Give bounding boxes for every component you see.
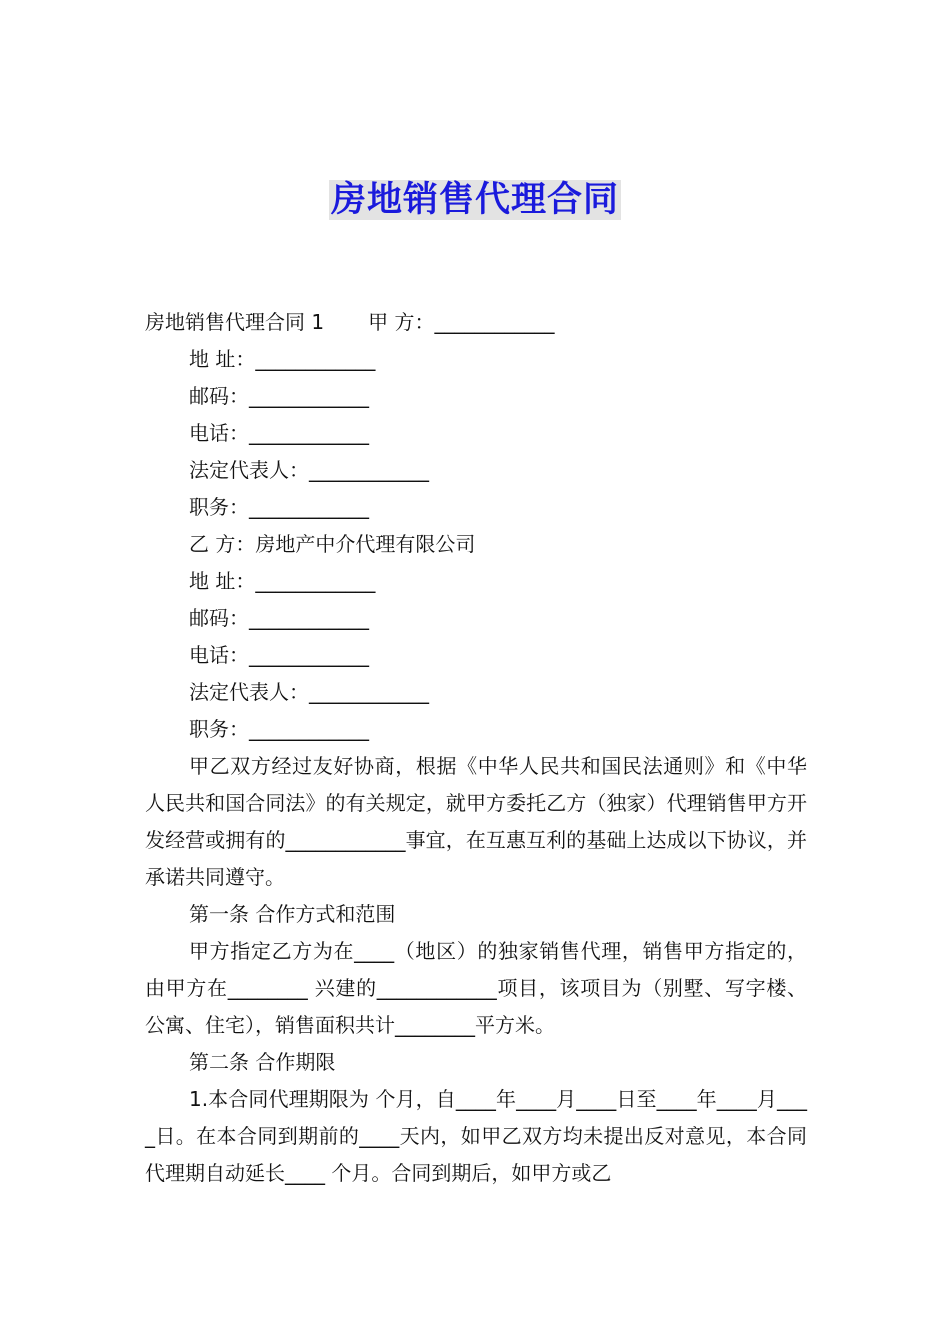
article-1-heading: 第一条 合作方式和范围: [189, 902, 396, 926]
document-heading-label: 房地销售代理合同 1: [145, 310, 325, 334]
party-a-postcode: 邮码：____________: [189, 384, 369, 408]
article-2-paragraph: 1.本合同代理期限为 个月，自____年____月____日至____年____月____日。在本合同到期前的____天内，如甲乙双方均未提出反对意见，本合同代理期自动延长____ 个月。合同到期后，如甲方或乙: [145, 1087, 807, 1185]
party-a-address: 地 址：____________: [189, 347, 376, 371]
party-b-legal-rep: 法定代表人：____________: [189, 680, 429, 704]
document-body: [145, 304, 807, 1192]
document-title: [0, 178, 950, 222]
article-2-heading: 第二条 合作期限: [189, 1050, 336, 1074]
party-b-position: 职务：____________: [189, 717, 369, 741]
party-b-postcode: 邮码：____________: [189, 606, 369, 630]
party-b-phone: 电话：____________: [189, 643, 369, 667]
party-a-legal-rep: 法定代表人：____________: [189, 458, 429, 482]
party-a-heading-line: [145, 304, 807, 341]
document-title-text: 房地销售代理合同: [330, 180, 619, 220]
preamble-paragraph: 甲乙双方经过友好协商，根据《中华人民共和国民法通则》和《中华人民共和国合同法》的有关规定，就甲方委托乙方（独家）代理销售甲方开发经营或拥有的____________事宜，在互惠互利的基础上达成以下协议，并承诺共同遵守。: [145, 754, 807, 889]
party-a-phone: 电话：____________: [189, 421, 369, 445]
party-b-address: 地 址：____________: [189, 569, 376, 593]
party-a-position: 职务：____________: [189, 495, 369, 519]
article-1-paragraph: 甲方指定乙方为在____（地区）的独家销售代理，销售甲方指定的，由甲方在________ 兴建的____________项目，该项目为（别墅、写字楼、公寓、住宅），销售面积共计________平方米。: [145, 939, 807, 1037]
party-b-name: 乙 方：房地产中介代理有限公司: [189, 532, 476, 556]
party-a-label: 甲 方：____________: [368, 310, 555, 334]
